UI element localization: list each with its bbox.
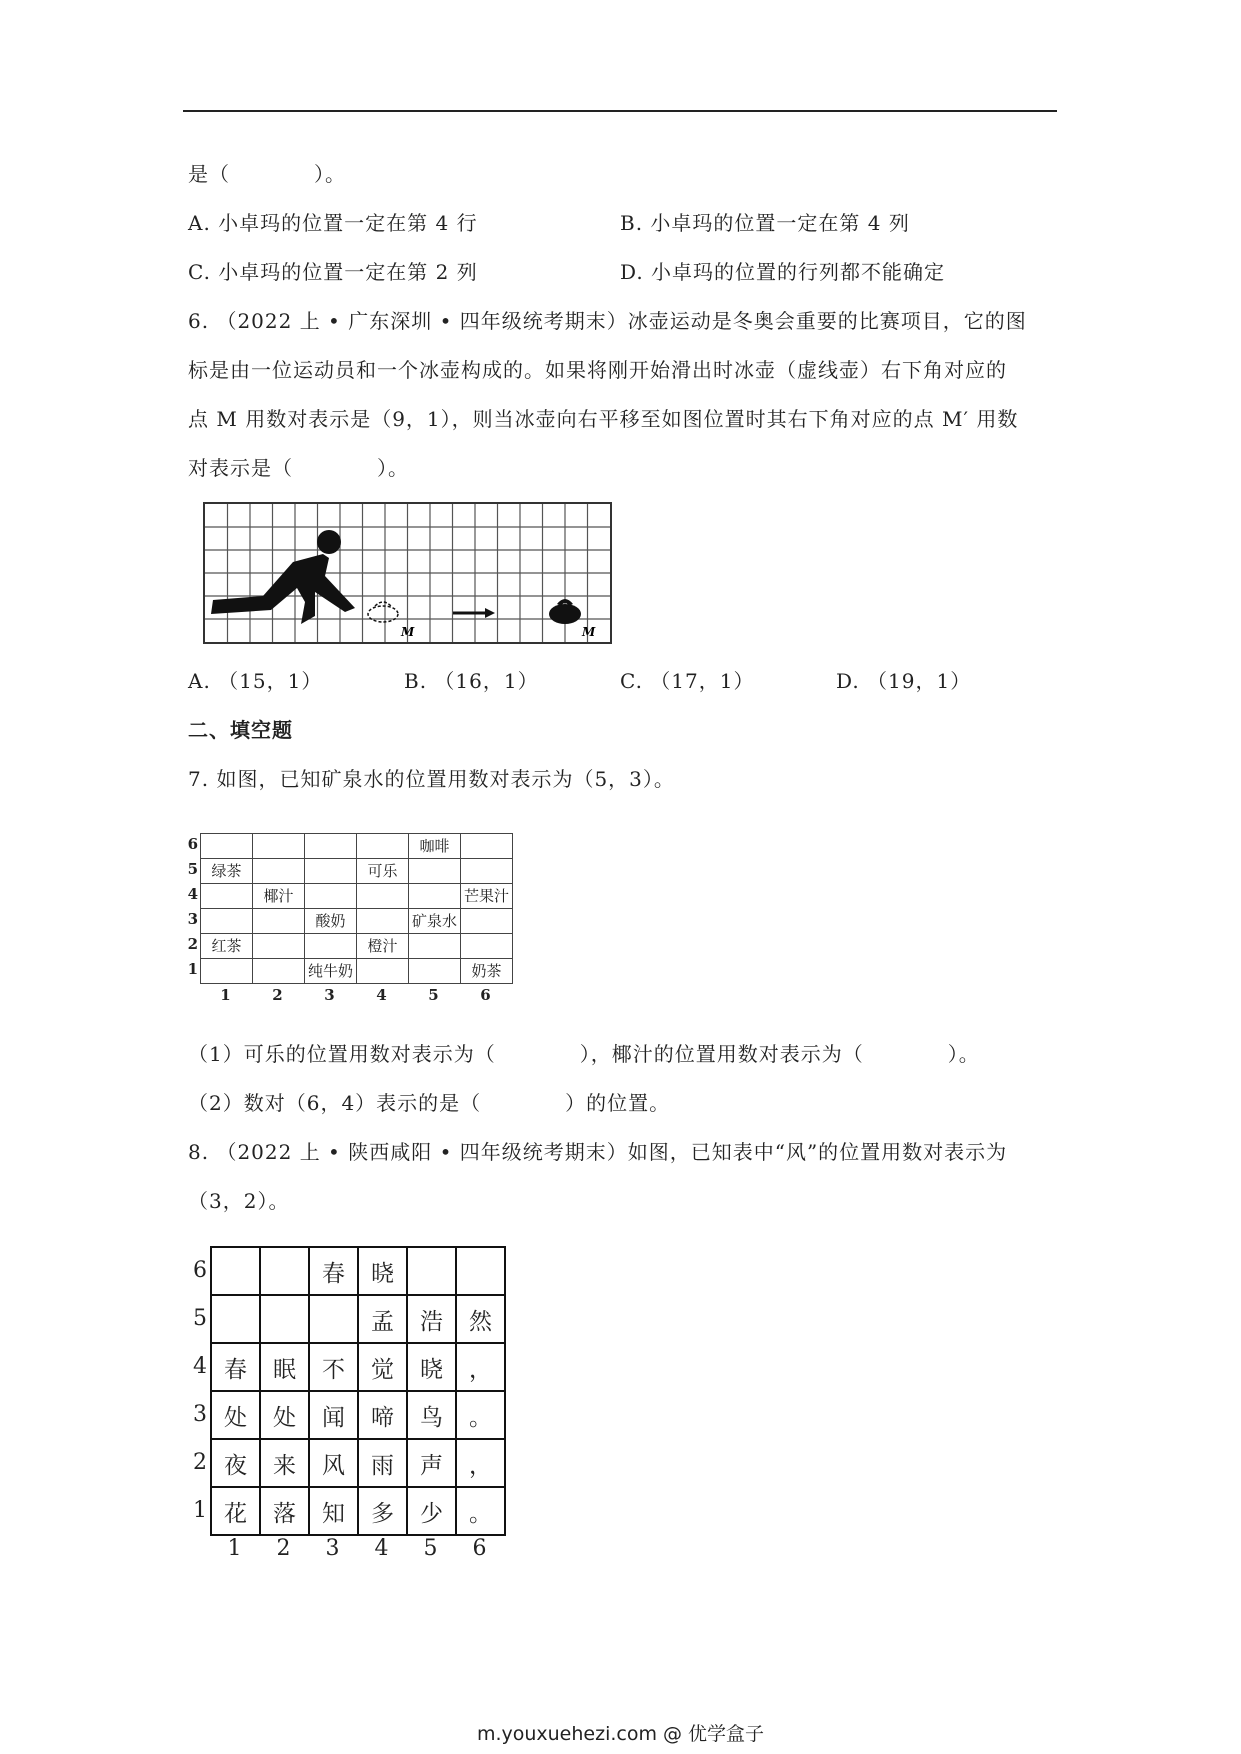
curling-grid-svg: [205, 504, 610, 642]
cell: [409, 884, 461, 909]
q5-option-c: C. 小卓玛的位置一定在第 2 列: [188, 260, 478, 284]
col-label: 2: [272, 986, 283, 1004]
q5-tail: 是（ ）。: [188, 162, 346, 186]
cell: [260, 1295, 309, 1343]
cell: [211, 1295, 260, 1343]
cell: [461, 859, 513, 884]
cell: 处: [211, 1391, 260, 1439]
q7-sub2: （2）数对（6，4）表示的是（ ）的位置。: [188, 1091, 671, 1115]
q6-option-a: A. （15，1）: [188, 669, 323, 693]
drinks-grid: [187, 833, 513, 1004]
cell: 纯牛奶: [305, 959, 357, 984]
cell: 然: [456, 1295, 505, 1343]
cell: [409, 959, 461, 984]
cell: [305, 859, 357, 884]
row-label: 1: [193, 1498, 207, 1523]
cell: 来: [260, 1439, 309, 1487]
col-label: 4: [374, 1536, 389, 1561]
cell: 鸟: [407, 1391, 456, 1439]
q6-line-1: 6. （2022 上 • 广东深圳 • 四年级统考期末）冰壶运动是冬奥会重要的比赛项目，它的图: [188, 309, 1027, 333]
solid-stone: [549, 599, 581, 624]
row-label: 2: [193, 1450, 207, 1475]
cell: 花: [211, 1487, 260, 1535]
cell: 浩: [407, 1295, 456, 1343]
cell: [253, 934, 305, 959]
row-label: 3: [187, 910, 198, 928]
cell: 晓: [407, 1343, 456, 1391]
row-label: 4: [187, 885, 198, 903]
table-row: [211, 1247, 505, 1295]
cell: [253, 909, 305, 934]
col-label: 6: [472, 1536, 487, 1561]
point-m-label: M: [401, 625, 415, 639]
row-label: 6: [193, 1258, 207, 1283]
col-label: 4: [376, 986, 387, 1004]
section-title: 二、填空题: [188, 718, 293, 742]
cell: 觉: [358, 1343, 407, 1391]
cell: [253, 834, 305, 859]
cell: [461, 934, 513, 959]
q6-option-c: C. （17，1）: [620, 669, 755, 693]
col-label: 3: [325, 1536, 340, 1561]
cell: [461, 909, 513, 934]
row-label: 1: [187, 960, 198, 978]
cell: [461, 834, 513, 859]
cell: 雨: [358, 1439, 407, 1487]
table-row: [211, 1343, 505, 1391]
row-label: 4: [193, 1354, 207, 1379]
drinks-table: [200, 833, 513, 984]
cell: 芒果汁: [461, 884, 513, 909]
arrow-right-icon: [453, 608, 495, 618]
cell: [409, 934, 461, 959]
cell: 春: [309, 1247, 358, 1295]
cell: [201, 884, 253, 909]
cell: ，: [456, 1343, 505, 1391]
athlete-silhouette: [211, 530, 355, 624]
table-row: [201, 959, 513, 984]
q8-line-2: （3，2）。: [188, 1189, 290, 1213]
cell: 春: [211, 1343, 260, 1391]
cell: [409, 859, 461, 884]
cell: 绿茶: [201, 859, 253, 884]
cell: 闻: [309, 1391, 358, 1439]
q5-option-b: B. 小卓玛的位置一定在第 4 列: [620, 211, 910, 235]
cell: [305, 934, 357, 959]
cell: 声: [407, 1439, 456, 1487]
table-row: [211, 1295, 505, 1343]
col-label: 5: [423, 1536, 438, 1561]
row-label: 6: [187, 835, 198, 853]
cell: [407, 1247, 456, 1295]
cell: 。: [456, 1487, 505, 1535]
cell: [201, 959, 253, 984]
row-label: 3: [193, 1402, 207, 1427]
cell: 咖啡: [409, 834, 461, 859]
table-row: [201, 834, 513, 859]
poem-grid: [193, 1246, 506, 1561]
cell: 眠: [260, 1343, 309, 1391]
cell: 啼: [358, 1391, 407, 1439]
q6-line-3: 点 M 用数对表示是（9，1），则当冰壶向右平移至如图位置时其右下角对应的点 M′ 用数: [188, 407, 1019, 431]
q8-line-1: 8. （2022 上 • 陕西咸阳 • 四年级统考期末）如图，已知表中“风”的位置用数对表示为: [188, 1140, 1008, 1164]
cell: [357, 884, 409, 909]
cell: 不: [309, 1343, 358, 1391]
cell: 矿泉水: [409, 909, 461, 934]
cell: [201, 909, 253, 934]
curling-grid-figure: [203, 502, 612, 644]
table-row: [201, 884, 513, 909]
cell: [305, 884, 357, 909]
col-label: 3: [324, 986, 335, 1004]
cell: [309, 1295, 358, 1343]
row-label: 2: [187, 935, 198, 953]
footer-watermark: m.youxuehezi.com @ 优学盒子: [476, 1723, 765, 1745]
header-rule: [183, 110, 1057, 112]
cell: [253, 959, 305, 984]
col-label: 2: [276, 1536, 291, 1561]
cell: 夜: [211, 1439, 260, 1487]
q6-line-2: 标是由一位运动员和一个冰壶构成的。如果将刚开始滑出时冰壶（虚线壶）右下角对应的: [188, 358, 1007, 382]
q7-intro: 7. 如图，已知矿泉水的位置用数对表示为（5，3）。: [188, 767, 675, 791]
q5-option-a: A. 小卓玛的位置一定在第 4 行: [188, 211, 478, 235]
table-row: [211, 1487, 505, 1535]
cell: 孟: [358, 1295, 407, 1343]
cell: 处: [260, 1391, 309, 1439]
cell: [305, 834, 357, 859]
table-row: [211, 1439, 505, 1487]
poem-table: [210, 1246, 506, 1536]
q6-line-4: 对表示是（ ）。: [188, 456, 409, 480]
cell: 晓: [358, 1247, 407, 1295]
col-label: 5: [428, 986, 439, 1004]
row-label: 5: [193, 1306, 207, 1331]
grid-lines: [205, 504, 610, 642]
cell: [456, 1247, 505, 1295]
cell: 风: [309, 1439, 358, 1487]
cell: 橙汁: [357, 934, 409, 959]
col-label: 6: [480, 986, 491, 1004]
cell: [357, 959, 409, 984]
cell: 多: [358, 1487, 407, 1535]
table-row: [201, 859, 513, 884]
col-label: 1: [220, 986, 231, 1004]
table-row: [201, 909, 513, 934]
cell: [357, 909, 409, 934]
cell: 落: [260, 1487, 309, 1535]
cell: ，: [456, 1439, 505, 1487]
cell: [201, 834, 253, 859]
cell: 。: [456, 1391, 505, 1439]
cell: [357, 834, 409, 859]
cell: [211, 1247, 260, 1295]
q6-option-b: B. （16，1）: [404, 669, 539, 693]
cell: 少: [407, 1487, 456, 1535]
point-m-prime-label: M: [582, 625, 596, 639]
cell: 奶茶: [461, 959, 513, 984]
cell: [260, 1247, 309, 1295]
q7-sub1: （1）可乐的位置用数对表示为（ ），椰汁的位置用数对表示为（ ）。: [188, 1042, 980, 1066]
cell: 酸奶: [305, 909, 357, 934]
row-label: 5: [187, 860, 198, 878]
cell: [253, 859, 305, 884]
cell: 椰汁: [253, 884, 305, 909]
table-row: [211, 1391, 505, 1439]
cell: 可乐: [357, 859, 409, 884]
q6-option-d: D. （19，1）: [836, 669, 972, 693]
cell: 知: [309, 1487, 358, 1535]
col-label: 1: [227, 1536, 242, 1561]
cell: 红茶: [201, 934, 253, 959]
q5-option-d: D. 小卓玛的位置的行列都不能确定: [620, 260, 946, 284]
table-row: [201, 934, 513, 959]
